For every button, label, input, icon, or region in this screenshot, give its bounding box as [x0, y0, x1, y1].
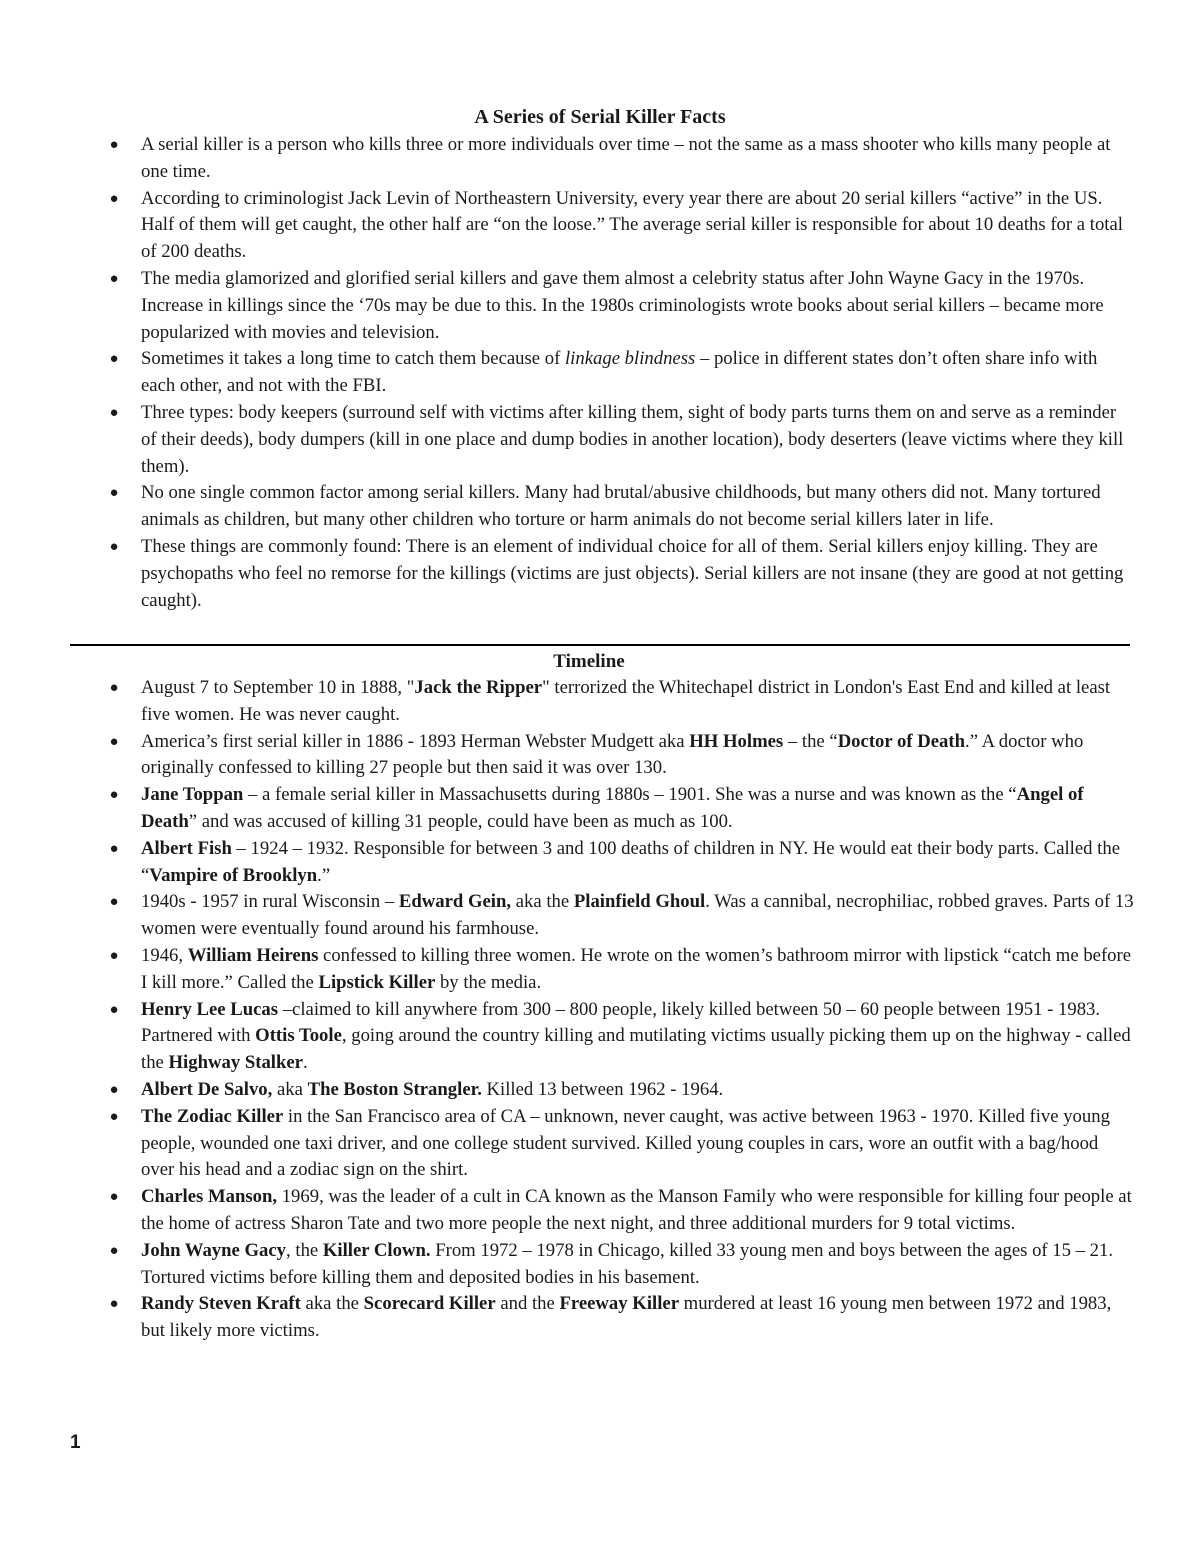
text-run: Killed 13 between 1962 - 1964. [481, 1078, 724, 1100]
timeline-item [104, 1184, 1134, 1238]
fact-item [104, 266, 1134, 346]
text-run: Sometimes it takes a long time to catch them because of [141, 348, 565, 370]
fact-item [104, 132, 1134, 186]
text-run: . [302, 1052, 308, 1074]
text-run: aka the [511, 891, 574, 913]
text-run: confessed to killing three women. He wrote on the women’s bathroom mirror with lipstick “catch me before I kill more.” Called the [141, 944, 1132, 993]
bold-text: Killer Clown. [322, 1239, 431, 1261]
bullet-icon: ● [109, 680, 119, 696]
bullet-icon: ● [109, 1108, 119, 1125]
fact-item [104, 400, 1134, 480]
text-run: ” and was accused of killing 31 people, could have been as much as 100. [188, 810, 733, 832]
document-title: A Series of Serial Killer Facts [474, 106, 726, 128]
timeline-item [104, 889, 1134, 943]
text-run: .” [317, 864, 331, 886]
bullet-icon: ● [109, 137, 119, 153]
text-run: aka the [300, 1293, 364, 1315]
text-run: These things are commonly found: There is an element of individual choice for all of them. Serial killers enjoy killing. They are psychopaths who feel no remorse for the killings (victims are just objects). Serial killers are not insane (they are good at not getting caught). [141, 535, 1124, 611]
timeline-item [104, 943, 1134, 997]
bullet-icon: ● [109, 733, 119, 750]
bold-text: Doctor of Death [837, 730, 966, 752]
text-run: Three types: body keepers (surround self with victims after killing them, sight of body parts turns them on and serve as a reminder of their deeds), body dumpers (kill in one place and dump bodies in another location), body deserters (leave victims where they kill them). [141, 401, 1124, 477]
bold-text: Jane Toppan [141, 784, 244, 806]
text-run: August 7 to September 10 in 1888, " [141, 677, 415, 698]
text-run: aka [272, 1078, 308, 1100]
bullet-icon: ● [109, 787, 119, 804]
fact-item [104, 480, 1134, 534]
bold-text: Angel of Death [141, 784, 1084, 832]
text-run: – the “ [783, 730, 838, 752]
bullet-icon: ● [109, 190, 119, 207]
timeline-item [104, 675, 1134, 729]
text-run: , going around the country killing and mutilating victims usually picking them up on the highway - called the [141, 1025, 1131, 1074]
text-run: A serial killer is a person who kills three or more individuals over time – not the same as a mass shooter who kills many people at one time. [141, 134, 1111, 182]
bullet-icon: ● [109, 351, 119, 368]
bullet-icon: ● [109, 270, 119, 287]
text-run: .” A doctor who originally confessed to killing 27 people but then said it was over 130. [141, 730, 1084, 779]
bullet-icon: ● [109, 947, 119, 964]
timeline-item [104, 1238, 1134, 1292]
timeline-heading: Timeline [553, 651, 625, 672]
text-run: in the San Francisco area of CA – unknown, never caught, was active between 1963 - 1970. Killed five young people, wounded one taxi driver, and one college student survived. Killed young couples in cars, wore an outfit with a bag/hood over his head and a zodiac sign on the shirt. [141, 1105, 1110, 1181]
text-run: and the [495, 1293, 560, 1315]
bullet-icon: ● [109, 1242, 119, 1259]
bullet-icon: ● [109, 1001, 119, 1018]
text-run: by the media. [435, 971, 542, 993]
timeline-item [104, 782, 1134, 836]
bold-text: Ottis Toole [255, 1025, 342, 1047]
timeline-list [104, 675, 1134, 1345]
bullet-icon: ● [109, 894, 119, 911]
text-run: America’s first serial killer in 1886 - 1893 Herman Webster Mudgett aka [141, 730, 690, 752]
bold-text: Lipstick Killer [318, 971, 436, 993]
timeline-item [104, 1291, 1134, 1345]
timeline-item [104, 1077, 1134, 1104]
italic-text: linkage blindness [564, 348, 696, 370]
facts-list [104, 132, 1134, 614]
bold-text: Plainfield Ghoul [573, 891, 706, 913]
bullet-icon: ● [109, 1189, 119, 1206]
text-run: According to criminologist Jack Levin of Northeastern University, every year there are about 20 serial killers “active” in the US. Half of them will get caught, the other half are “on the loose.” The average serial killer is responsible for about 10 deaths for a total of 200 deaths. [141, 187, 1123, 263]
bullet-icon: ● [109, 538, 119, 555]
bold-text: Charles Manson, [141, 1186, 278, 1208]
timeline-item [104, 997, 1134, 1077]
bullet-icon: ● [109, 485, 119, 502]
text-run: – a female serial killer in Massachusetts during 1880s – 1901. She was a nurse and was known as the “ [243, 784, 1017, 806]
text-run: , the [286, 1239, 323, 1261]
text-run: – police in different states don’t often share info with each other, and not with the FBI. [141, 348, 1098, 397]
bold-text: The Boston Strangler. [307, 1078, 482, 1100]
bold-text: HH Holmes [689, 730, 784, 752]
fact-item [104, 346, 1134, 400]
text-run: murdered at least 16 young men between 1972 and 1983, but likely more victims. [141, 1293, 1112, 1342]
fact-item [104, 534, 1134, 614]
timeline-item [104, 836, 1134, 890]
bullet-icon: ● [109, 840, 119, 857]
text-run: From 1972 – 1978 in Chicago, killed 33 young men and boys between the ages of 15 – 21. Tortured victims before killing them and deposited bodies in his basement. [141, 1239, 1114, 1288]
text-run: –claimed to kill anywhere from 300 – 800 people, likely killed between 50 – 60 people between 1951 - 1983. Partnered with [141, 998, 1101, 1047]
text-run: 1940s - 1957 in rural Wisconsin – [141, 891, 399, 913]
bold-text: Freeway Killer [559, 1293, 679, 1315]
bold-text: Highway Stalker [168, 1052, 303, 1074]
text-run: The media glamorized and glorified serial killers and gave them almost a celebrity status after John Wayne Gacy in the 1970s. Increase in killings since the ‘70s may be due to this. In the 1980s criminologists wrote books about serial killers – became more popularized with movies and television. [141, 267, 1104, 343]
bold-text: Albert De Salvo, [141, 1078, 273, 1100]
bold-text: Edward Gein, [398, 891, 512, 913]
bold-text: Vampire of Brooklyn [149, 864, 318, 886]
timeline-item [104, 729, 1134, 783]
text-run: – 1924 – 1932. Responsible for between 3 and 100 deaths of children in NY. He would eat their body parts. Called the “ [141, 837, 1121, 886]
timeline-item [104, 1104, 1134, 1184]
bullet-icon: ● [109, 1081, 119, 1098]
text-run: " terrorized the Whitechapel district in London's East End and killed at least five women. He was never caught. [141, 677, 1111, 725]
facts-section [104, 132, 1134, 614]
text-run: . Was a cannibal, necrophiliac, robbed graves. Parts of 13 women were eventually found around his farmhouse. [141, 891, 1134, 940]
bullet-icon: ● [109, 1296, 119, 1313]
timeline-section [104, 649, 1134, 1345]
text-run: 1946, [141, 944, 188, 966]
bold-text: Jack the Ripper [414, 677, 543, 698]
text-run: No one single common factor among serial killers. Many had brutal/abusive childhoods, but many others did not. Many tortured animals as children, but many other children who torture or harm animals do not become serial killers later in life. [141, 482, 1101, 531]
page-number: 1 [70, 1432, 81, 1453]
bold-text: Albert Fish [141, 837, 232, 859]
bold-text: The Zodiac Killer [141, 1105, 284, 1127]
section-divider [70, 644, 1130, 646]
bold-text: William Heirens [187, 944, 319, 966]
bold-text: Randy Steven Kraft [141, 1293, 301, 1315]
text-run: 1969, was the leader of a cult in CA known as the Manson Family who were responsible for killing four people at the home of actress Sharon Tate and two more people the next night, and three additional murders for 9 total victims. [141, 1186, 1132, 1234]
bullet-icon: ● [109, 404, 119, 421]
bold-text: Scorecard Killer [363, 1293, 496, 1315]
bold-text: Henry Lee Lucas [141, 998, 279, 1020]
bold-text: John Wayne Gacy [141, 1239, 287, 1261]
fact-item [104, 186, 1134, 266]
